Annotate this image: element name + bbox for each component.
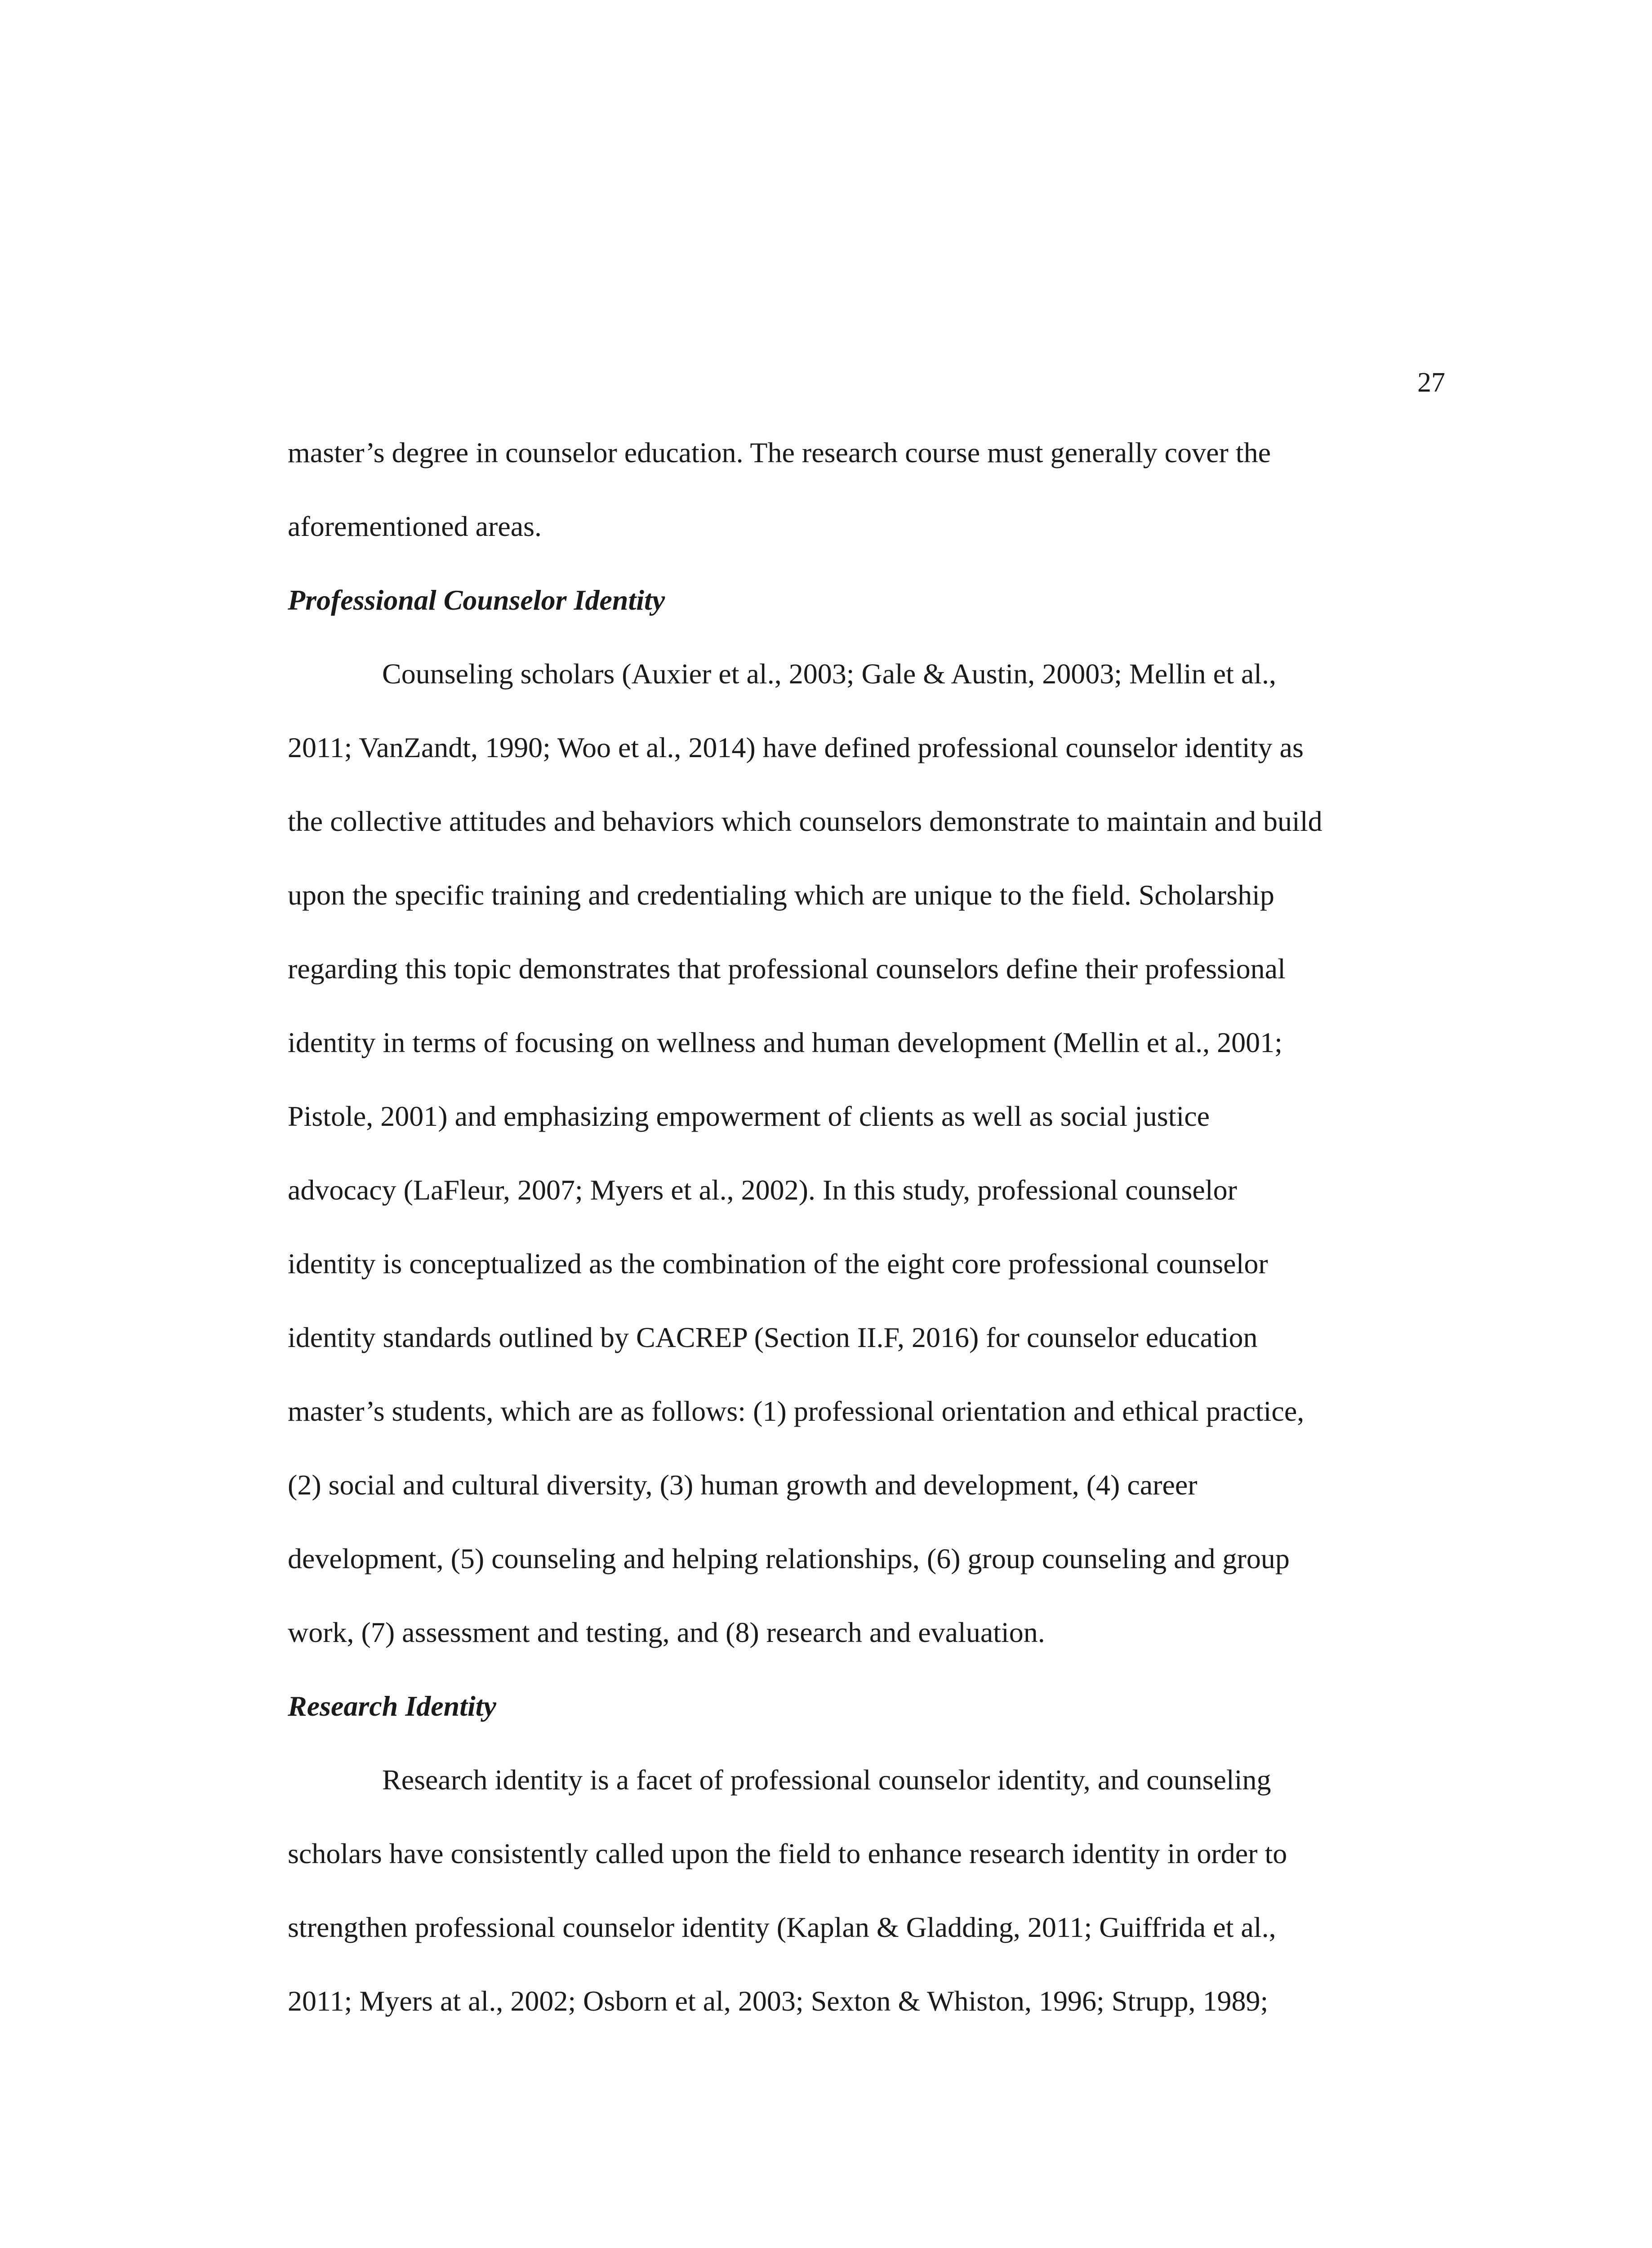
body-text-line: 2011; VanZandt, 1990; Woo et al., 2014) have defined professional counselor identity as — [288, 731, 1304, 763]
body-text-line: strengthen professional counselor identity (Kaplan & Gladding, 2011; Guiffrida et al., — [288, 1911, 1276, 1943]
body-text-line: identity standards outlined by CACREP (Section II.F, 2016) for counselor education — [288, 1321, 1258, 1353]
page-number: 27 — [1417, 367, 1445, 398]
body-text-line: scholars have consistently called upon the field to enhance research identity in order to — [288, 1838, 1287, 1869]
body-text-line: identity in terms of focusing on wellness and human development (Mellin et al., 2001; — [288, 1026, 1282, 1058]
body-text-line: regarding this topic demonstrates that professional counselors define their professional — [288, 953, 1286, 985]
body-text-line: aforementioned areas. — [288, 510, 542, 542]
body-text-line: Research identity is a facet of professional counselor identity, and counseling — [382, 1764, 1271, 1796]
section-heading: Professional Counselor Identity — [288, 584, 665, 616]
body-text-line: Pistole, 2001) and emphasizing empowerment of clients as well as social justice — [288, 1100, 1210, 1132]
body-text-line: master’s degree in counselor education. The research course must generally cover the — [288, 437, 1271, 468]
document-body — [288, 438, 1452, 2061]
body-text-line: work, (7) assessment and testing, and (8) research and evaluation. — [288, 1616, 1045, 1648]
body-text-line: development, (5) counseling and helping relationships, (6) group counseling and group — [288, 1543, 1290, 1574]
body-text-line: 2011; Myers at al., 2002; Osborn et al, 2003; Sexton & Whiston, 1996; Strupp, 1989; — [288, 1985, 1269, 2017]
body-text-line: upon the specific training and credentialing which are unique to the field. Scholarship — [288, 879, 1274, 911]
body-text-line: Counseling scholars (Auxier et al., 2003; Gale & Austin, 20003; Mellin et al., — [382, 658, 1277, 690]
section-heading: Research Identity — [288, 1690, 496, 1722]
body-text-line: (2) social and cultural diversity, (3) human growth and development, (4) career — [288, 1469, 1198, 1501]
body-text-line: identity is conceptualized as the combination of the eight core professional counselor — [288, 1248, 1268, 1280]
body-text-line: advocacy (LaFleur, 2007; Myers et al., 2002). In this study, professional counselor — [288, 1174, 1237, 1206]
body-text-line: the collective attitudes and behaviors which counselors demonstrate to maintain and build — [288, 805, 1322, 837]
body-text-line: master’s students, which are as follows: (1) professional orientation and ethical practice, — [288, 1395, 1305, 1427]
